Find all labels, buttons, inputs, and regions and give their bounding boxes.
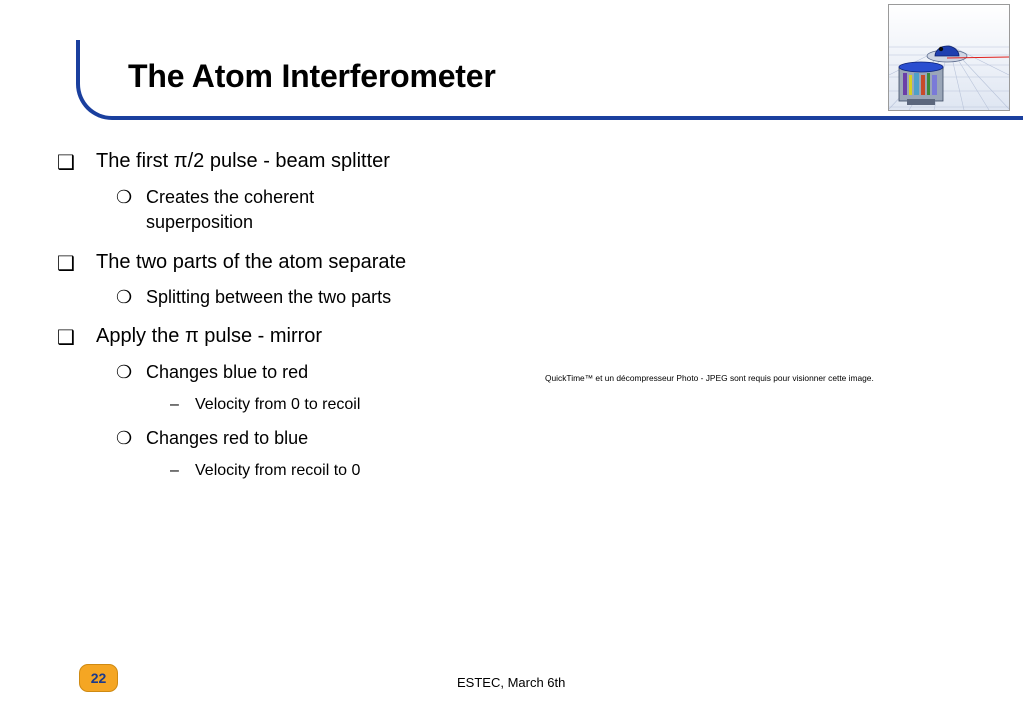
apparatus [899, 62, 943, 105]
dash-bullet-icon: – [170, 462, 179, 479]
dome-center [939, 47, 943, 51]
bullet-item: Velocity from recoil to 0 [195, 462, 361, 479]
slide-title: The Atom Interferometer [128, 58, 496, 94]
square-bullet-icon: ❑ [57, 152, 75, 174]
circle-bullet-icon: ❍ [116, 362, 133, 382]
circle-bullet-icon: ❍ [116, 187, 133, 207]
satellite-illustration [889, 5, 1009, 110]
circle-bullet-icon: ❍ [116, 287, 133, 307]
bullet-item: Apply the π pulse - mirror [96, 325, 323, 347]
bullet-item: The two parts of the atom separate [96, 251, 407, 273]
bullet-item: superposition [146, 212, 254, 232]
bullet-item: Velocity from 0 to recoil [195, 396, 361, 413]
page-number-badge: 22 [79, 664, 118, 692]
square-bullet-icon: ❑ [57, 327, 75, 349]
bullet-item: Splitting between the two parts [146, 287, 392, 307]
bullet-item: Creates the coherent [146, 187, 315, 207]
quicktime-placeholder-notice: QuickTime™ et un décompresseur Photo - JPEG sont requis pour visionner cette image. [545, 373, 874, 383]
satellite-thumbnail [888, 4, 1010, 111]
dash-bullet-icon: – [170, 396, 179, 413]
footer-text: ESTEC, March 6th [457, 675, 566, 690]
bullet-item: Changes blue to red [146, 362, 309, 382]
bullet-item: The first π/2 pulse - beam splitter [96, 150, 390, 172]
square-bullet-icon: ❑ [57, 253, 75, 275]
bullet-item: Changes red to blue [146, 428, 309, 448]
circle-bullet-icon: ❍ [116, 428, 133, 448]
